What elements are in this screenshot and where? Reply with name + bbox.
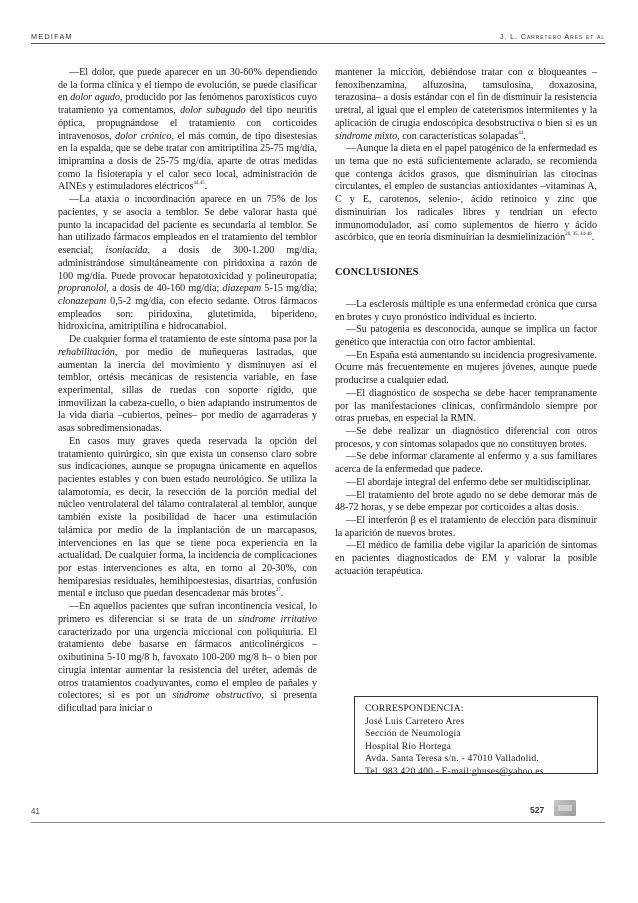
conclusion-item: —El médico de familia debe vigilar la aparición de síntomas en pacientes diagnosticados de EM y valorar la posible actuación terapéutica. — [335, 540, 597, 577]
correspondence-unit: Sección de Neumología — [365, 728, 461, 740]
conclusion-item: —En España está aumentando su incidencia progresivamente. Ocurre más frecuentemente en mujeres jóvenes, aunque puede producirse a cualquier edad. — [335, 349, 597, 387]
paragraph-ataxia: —La ataxia o incoordinación aparece en un 75% de los pacientes, y se asocia a temblor. Se debe valorar hasta qué punto la incapacidad del paciente es secundaria al temblor. Se han utilizado fármacos empleados en el tratamiento del temblor esencial; isoniacida, a dosis de 300-1.200 mg/día, administrándose simultáneamente con piridoxina a razón de 100 mg/día. Puede provocar hepatotoxicidad y polineuropatía; propranolol, a dosis de 40-160 mg/día; diazepam 5-15 mg/día; clonazepam 0,5-2 mg/día, con efecto sedante. Otros fármacos empleados son: piridoxina, glutetimida, biperideno, hidroxicina, amitriptilina e hidrocanabiol. — [58, 194, 317, 333]
conclusion-item: —La esclerosis múltiple es una enfermedad crónica que cursa en brotes y cuyo pronóstico individual es incierto. — [335, 298, 597, 323]
correspondence-hospital: Hospital Río Hortega — [365, 740, 452, 752]
journal-logo-icon — [554, 800, 576, 816]
conclusion-item: —El tratamiento del brote agudo no se debe demorar más de 48-72 horas, y se debe empezar por corticoides a altas dosis. — [335, 489, 597, 514]
correspondence-name: José Luis Carretero Ares — [365, 715, 465, 727]
correspondence-address: Avda. Santa Teresa s/n. - 47010 Valladolid. — [365, 753, 539, 765]
paragraph-diet: —Aunque la dieta en el papel patogénico de la enfermedad es un tema que no está suficientemente aclarado, se recomienda que contenga ácidos grasos, que disminuirían las citocinas circulantes, el empleo de sustancias antioxidantes –vitaminas A, C y E, carotenos, selenio-, ácido retinoico y zinc que disminuirían los radicales libres y tendrían un efecto inmunomodulador, así como suplementos de hierro y ácido ascórbico, que en teoría disminuirían la desmielinización$^{26, 35, 44-46}$. — [335, 143, 597, 244]
conclusion-item: —Se debe informar claramente al enfermo y a sus familiares acerca de la enfermedad que padece. — [335, 451, 597, 476]
conclusion-item: —El diagnóstico de sospecha se debe hacer tempranamente por las manifestaciones clínicas, confirmándolo siempre por otras pruebas, en especial la RMN. — [335, 387, 597, 425]
page-number-right: 527 — [530, 805, 545, 815]
correspondence-title: CORRESPONDENCIA: — [365, 703, 464, 714]
conclusion-item: —Su patogenia es desconocida, aunque se implica un factor genético que interactúa con otro factor ambiental. — [335, 324, 597, 348]
correspondence-box — [354, 696, 598, 777]
conclusion-item: —Se debe realizar un diagnóstico diferencial con otros procesos, y con síntomas solapados que no constituyen brotes. — [335, 425, 597, 450]
left-column — [58, 67, 317, 716]
right-column — [335, 67, 597, 579]
page-number-left: 41 — [31, 807, 40, 816]
conclusion-item: —El abordaje integral del enfermo debe ser multidisciplinar. — [346, 476, 591, 488]
paragraph-incontinence: —En aquellos pacientes que sufran incontinencia vesical, lo primero es diferenciar si se trata de un síndrome irritativo caracterizado por una urgencia miccional con poliquiuria. El tratamiento debe basarse en fármacos anticolinérgicos –oxibutinina 5-10 mg/8 h, favoxato 100-200 mg/8 h– o bien por cirugía intentar aumentar la resistencia del uréter, además de otros tratamientos coadyuvantes, como el empleo de pañales y colectores; si es por un síndrome obstructivo, si presenta dificultad para iniciar o — [58, 601, 317, 714]
footer-divider — [31, 822, 605, 823]
header-divider — [31, 43, 605, 44]
conclusion-item: —El interferón β es el tratamiento de elección para disminuir la aparición de nuevos brotes. — [335, 515, 597, 539]
correspondence-contact: Tel. 983 420 400 - E-mail:ghuses@yahoo.es — [365, 765, 544, 777]
paragraph-surgery: En casos muy graves queda reservada la opción del tratamiento quirúrgico, sin que exista un consenso claro sobre sus indicaciones, aunque se propugna únicamente en aquellos pacientes estables y con buen estado neurológico. Se utiliza la talamotomía, es decir, la resección de la porción medial del núcleo ventrolateral del tálamo contralateral al temblor, aunque también existe la posibilidad de hacer una estimulación talámica por medio de la implantación de un marcapasos, intervenciones en las que se tiene poca experiencia en la actualidad. De cualquier forma, la incidencia de complicaciones por estas intervenciones es alta, en torno al 20-30%, con hemiparesias residuales, hemihipoestesias, disartrias, confusión mental e incluso que puedan desencadenar más brotes$^{37}$. — [58, 435, 317, 600]
paragraph-continuation: mantener la micción, debiéndose tratar con α bloqueantes –fenoxibenzamina, alfuzosina, tamsulosina, doxazosina, terazosina– a dosis estándar con el fin de disminuir la resistencia uretral, al igual que el empleo de cateterismos intermitentes y la aplicación de cirugía endoscópica desobstructiva o bien si es un síndrome mixto, con características solapadas$^{44}$. — [335, 67, 597, 142]
journal-name: MEDIFAM — [31, 32, 73, 41]
paragraph-rehabilitation: De cualquier forma el tratamiento de este síntoma pasa por la rehabilitación, por medio de muñequeras lastradas, que aumentan la inercia del movimiento y disminuyen así el temblor, ortésis mecánicas de resistencia variable, en fase experimental, sillas de ruedas con soporte rígido, que inmovilizan la cabeza-cuello, o bien adaptando instrumentos de la vida diaria –cubiertos, peines– por medio de agarraderas y asas sobredimensionadas. — [58, 334, 317, 435]
running-authors: J. L. Carretero Ares et al — [499, 32, 605, 41]
conclusions-heading: CONCLUSIONES — [335, 267, 419, 279]
paragraph-pain: —El dolor, que puede aparecer en un 30-60% dependiendo de la forma clínica y el tiempo de evolución, se puede clasificar en dolor agudo, producido por las fenómenos paroxísticos cuyo tratamiento ya comentamos, dolor subagudo del tipo neuritis óptica, propugnándose el tratamiento con corticoides intravenosos, dolor crónico, el más común, de tipo disestesias en la espalda, que se debe tratar con amitriptilina 25-75 mg/día, imipramina a dosis de 25-75 mg/día, aparte de otras medidas como la fisioterapia y el calor seco local, administración de AINEs y estimuladores eléctricos$^{44,45}$. — [58, 67, 317, 193]
